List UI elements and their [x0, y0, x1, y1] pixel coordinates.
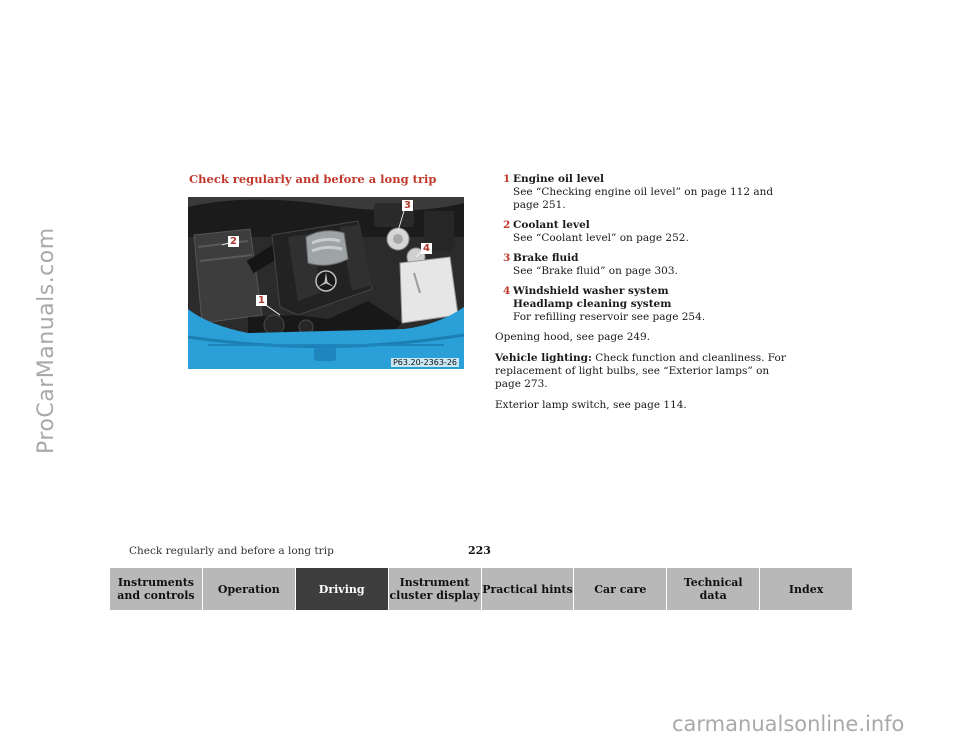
tab-car-care[interactable]: Car care [574, 568, 667, 610]
item-title-secondary: Headlamp cleaning system [513, 298, 672, 310]
item-title: Engine oil level [513, 173, 605, 185]
callout-4: 4 [423, 243, 430, 254]
engine-illustration [188, 197, 464, 369]
callout-2: 2 [230, 236, 237, 247]
callout-1: 1 [258, 295, 265, 306]
figure-code: P63.20-2363-26 [392, 358, 457, 367]
bottom-watermark: carmanualsonline.info [672, 712, 905, 736]
side-watermark [0, 0, 60, 742]
checklist-item-brake-fluid [495, 252, 795, 278]
item-number: 4 [503, 285, 511, 297]
item-number: 3 [503, 252, 511, 264]
page-number: 223 [468, 544, 491, 557]
lighting-text: replacement of light bulbs, see “Exterior lamps” on [495, 365, 770, 377]
checklist-item-washer [495, 285, 795, 324]
tab-index[interactable]: Index [760, 568, 852, 610]
item-description: For refilling reservoir see page 254. [513, 311, 706, 323]
item-title: Windshield washer system [513, 285, 669, 297]
tab-operation[interactable]: Operation [203, 568, 296, 610]
callout-3: 3 [404, 200, 411, 211]
lighting-text: page 273. [495, 378, 548, 390]
item-description: See “Coolant level” on page 252. [513, 232, 689, 244]
chapter-tab-bar [110, 568, 852, 610]
tab-instrument-cluster-display[interactable]: Instrument cluster display [389, 568, 482, 610]
item-title: Brake fluid [513, 252, 579, 264]
lighting-paragraph [495, 352, 795, 391]
engine-compartment-photo [188, 197, 464, 369]
checklist-item-engine-oil [495, 173, 795, 212]
tab-driving[interactable]: Driving [296, 568, 389, 610]
item-description: page 251. [513, 199, 566, 211]
item-description: See “Brake fluid” on page 303. [513, 265, 678, 277]
side-watermark-text: ProCarManuals.com [34, 227, 59, 454]
item-description: See “Checking engine oil level” on page 112 and [513, 186, 774, 198]
running-head: Check regularly and before a long trip [129, 545, 334, 557]
checklist [495, 173, 795, 420]
tab-practical-hints[interactable]: Practical hints [482, 568, 575, 610]
section-heading: Check regularly and before a long trip [189, 172, 437, 186]
item-number: 2 [503, 219, 511, 231]
item-number: 1 [503, 173, 511, 185]
tab-technical-data[interactable]: Technical data [667, 568, 760, 610]
lighting-label: Vehicle lighting: [495, 352, 592, 364]
checklist-item-coolant [495, 219, 795, 245]
lighting-text: Check function and cleanliness. For [591, 352, 786, 364]
hood-paragraph: Opening hood, see page 249. [495, 331, 651, 343]
tab-instruments-and-controls[interactable]: Instruments and controls [110, 568, 203, 610]
lamp-switch-paragraph: Exterior lamp switch, see page 114. [495, 399, 687, 411]
item-title: Coolant level [513, 219, 590, 231]
